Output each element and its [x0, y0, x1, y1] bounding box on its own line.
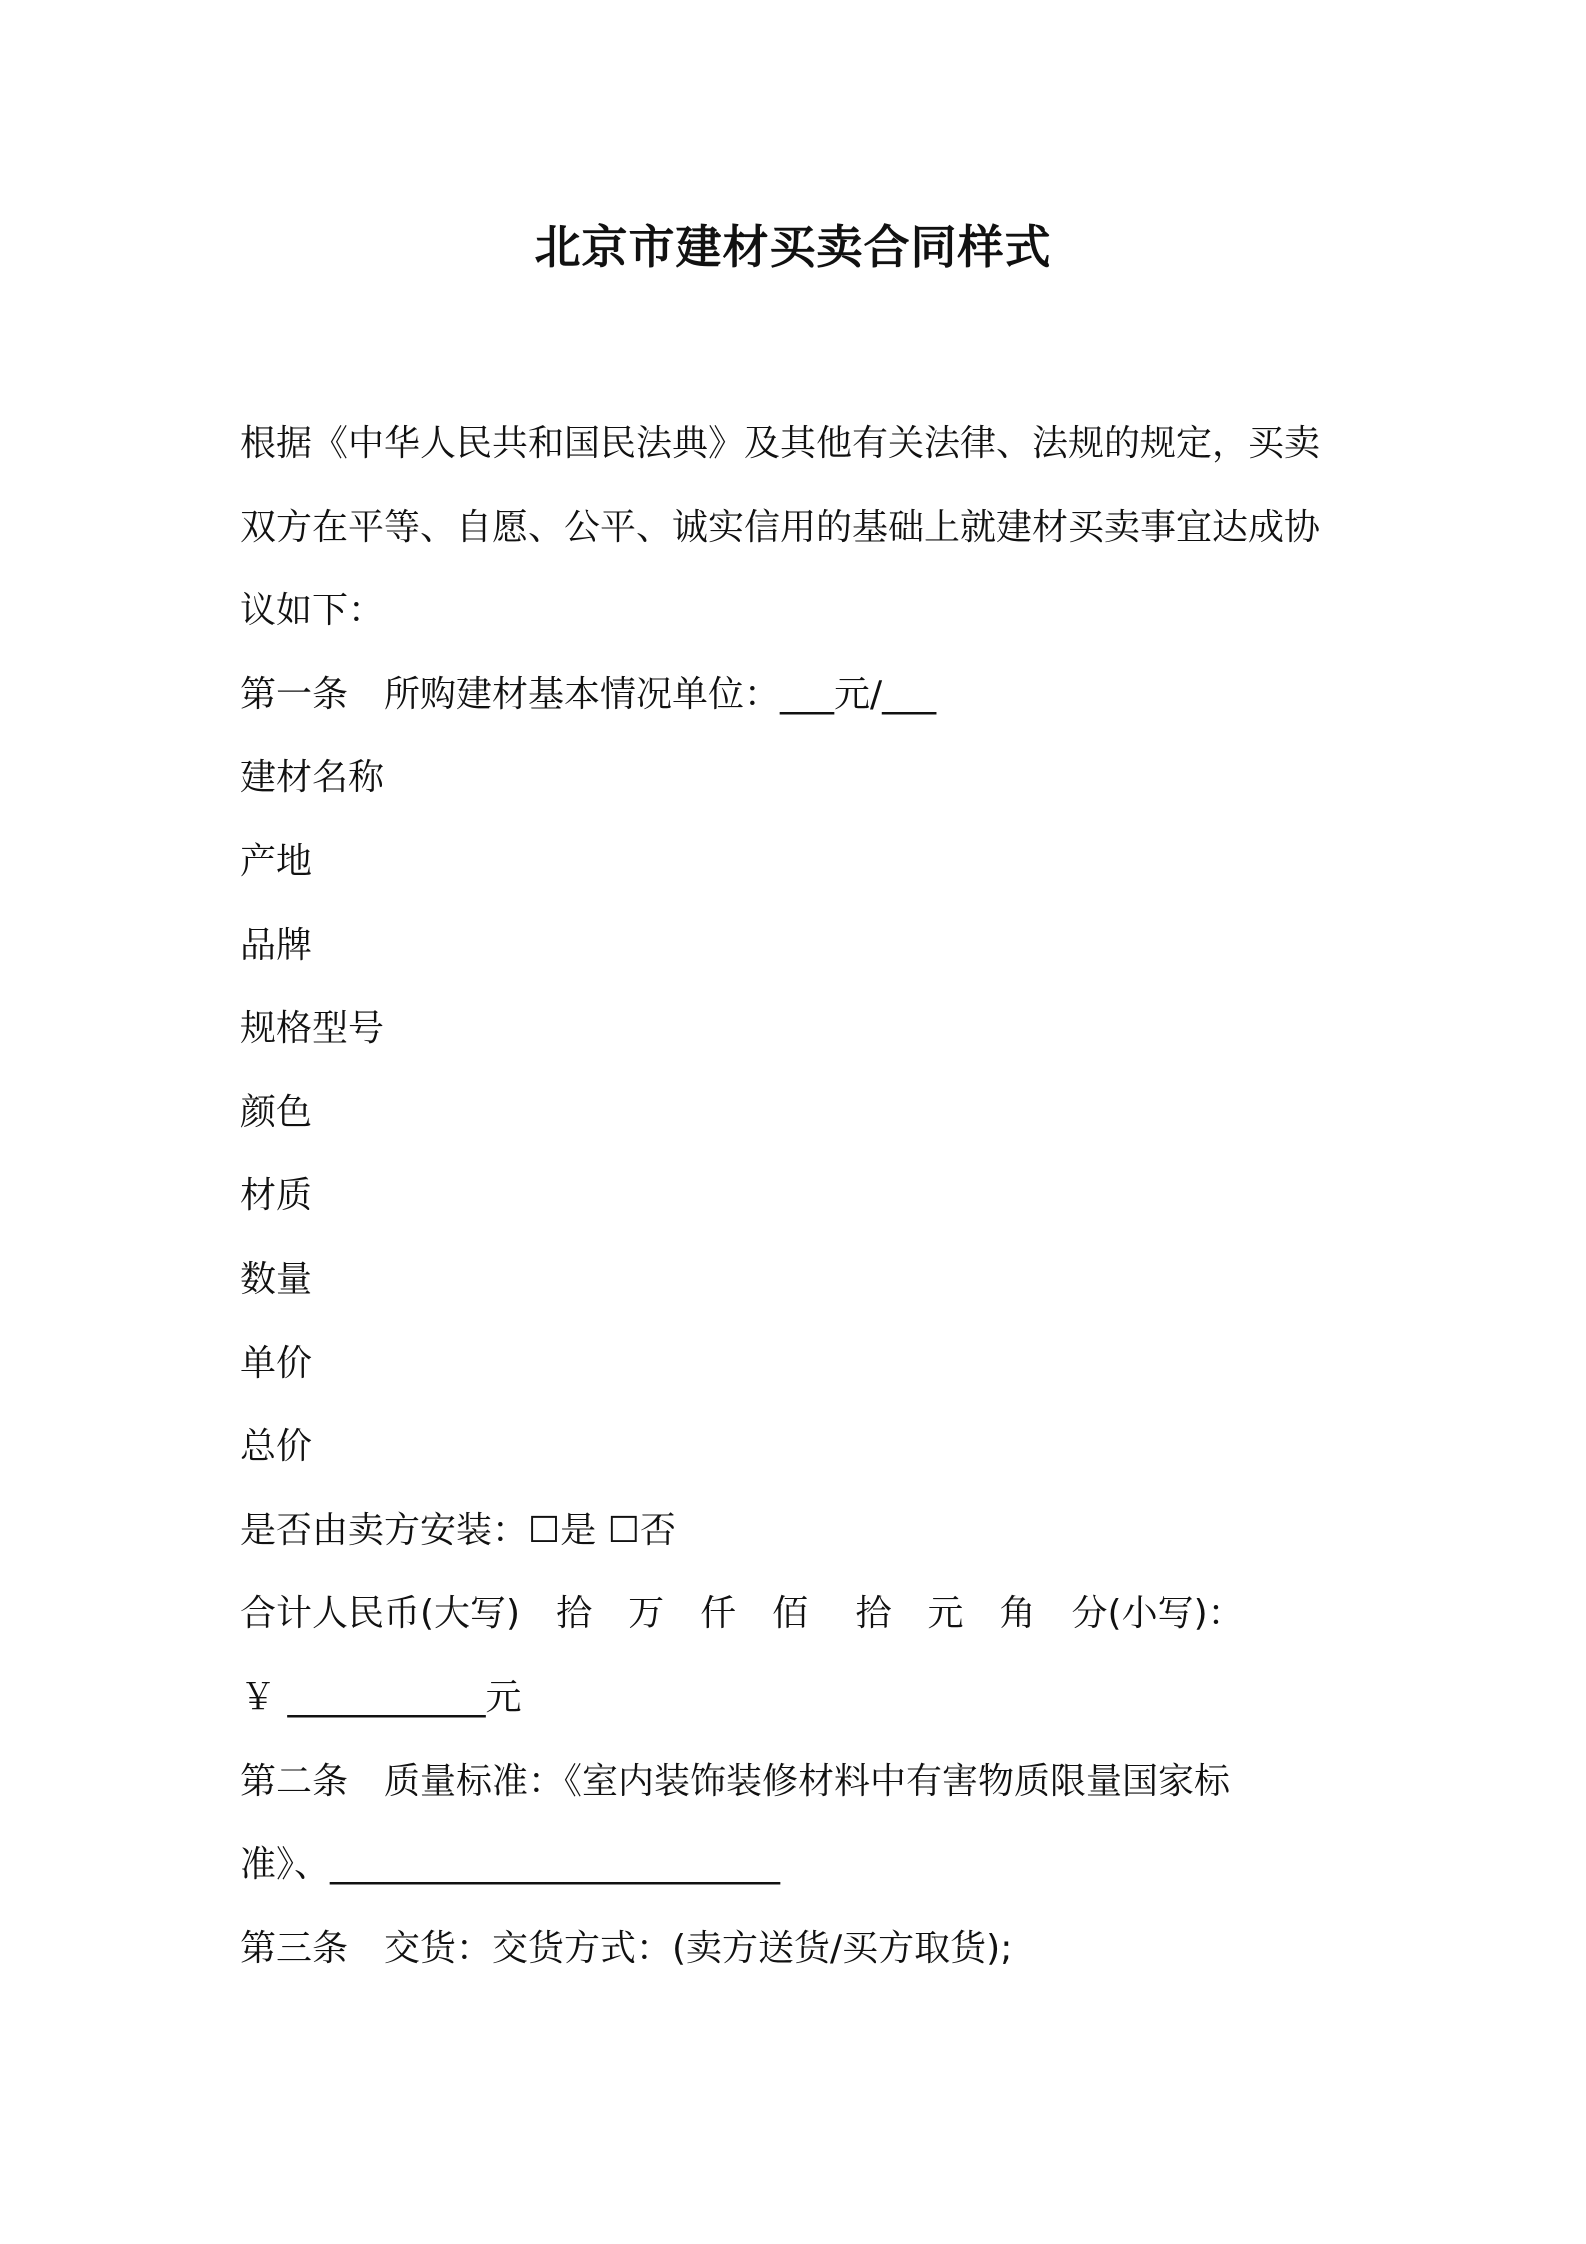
article-3-line-1: 第三条 交货：交货方式：(卖方送货/买方取货);: [240, 1927, 1013, 1969]
field-brand: 品牌: [240, 924, 313, 966]
field-spec-model: 规格型号: [240, 1008, 385, 1050]
article-1-heading: 第一条 所购建材基本情况单位：___元/___: [240, 673, 937, 715]
article-2-line-1: 第二条 质量标准：《室内装饰装修材料中有害物质限量国家标: [240, 1760, 1231, 1802]
intro-line-3: 议如下：: [240, 590, 385, 632]
document-body: [240, 402, 1360, 1990]
field-unit-price: 单价: [240, 1342, 313, 1384]
field-material: 材质: [240, 1175, 313, 1217]
field-installation-option: 是否由卖方安装：☐是 ☐否: [240, 1509, 676, 1551]
field-material-name: 建材名称: [240, 757, 385, 799]
document-title: 北京市建材买卖合同样式: [534, 220, 1052, 274]
article-2-line-2: 准》、_________________________: [240, 1844, 781, 1886]
total-amount-lowercase: ￥ ___________元: [240, 1676, 522, 1718]
field-origin: 产地: [240, 840, 313, 882]
intro-line-2: 双方在平等、自愿、公平、诚实信用的基础上就建材买卖事宜达成协: [240, 506, 1321, 548]
field-quantity: 数量: [240, 1258, 313, 1300]
intro-line-1: 根据《中华人民共和国民法典》及其他有关法律、法规的规定，买卖: [240, 423, 1321, 464]
field-total-price: 总价: [240, 1426, 313, 1468]
field-color: 颜色: [240, 1091, 313, 1133]
total-amount-uppercase: 合计人民币(大写) 拾 万 仟 佰 拾 元 角 分(小写)：: [240, 1593, 1244, 1635]
